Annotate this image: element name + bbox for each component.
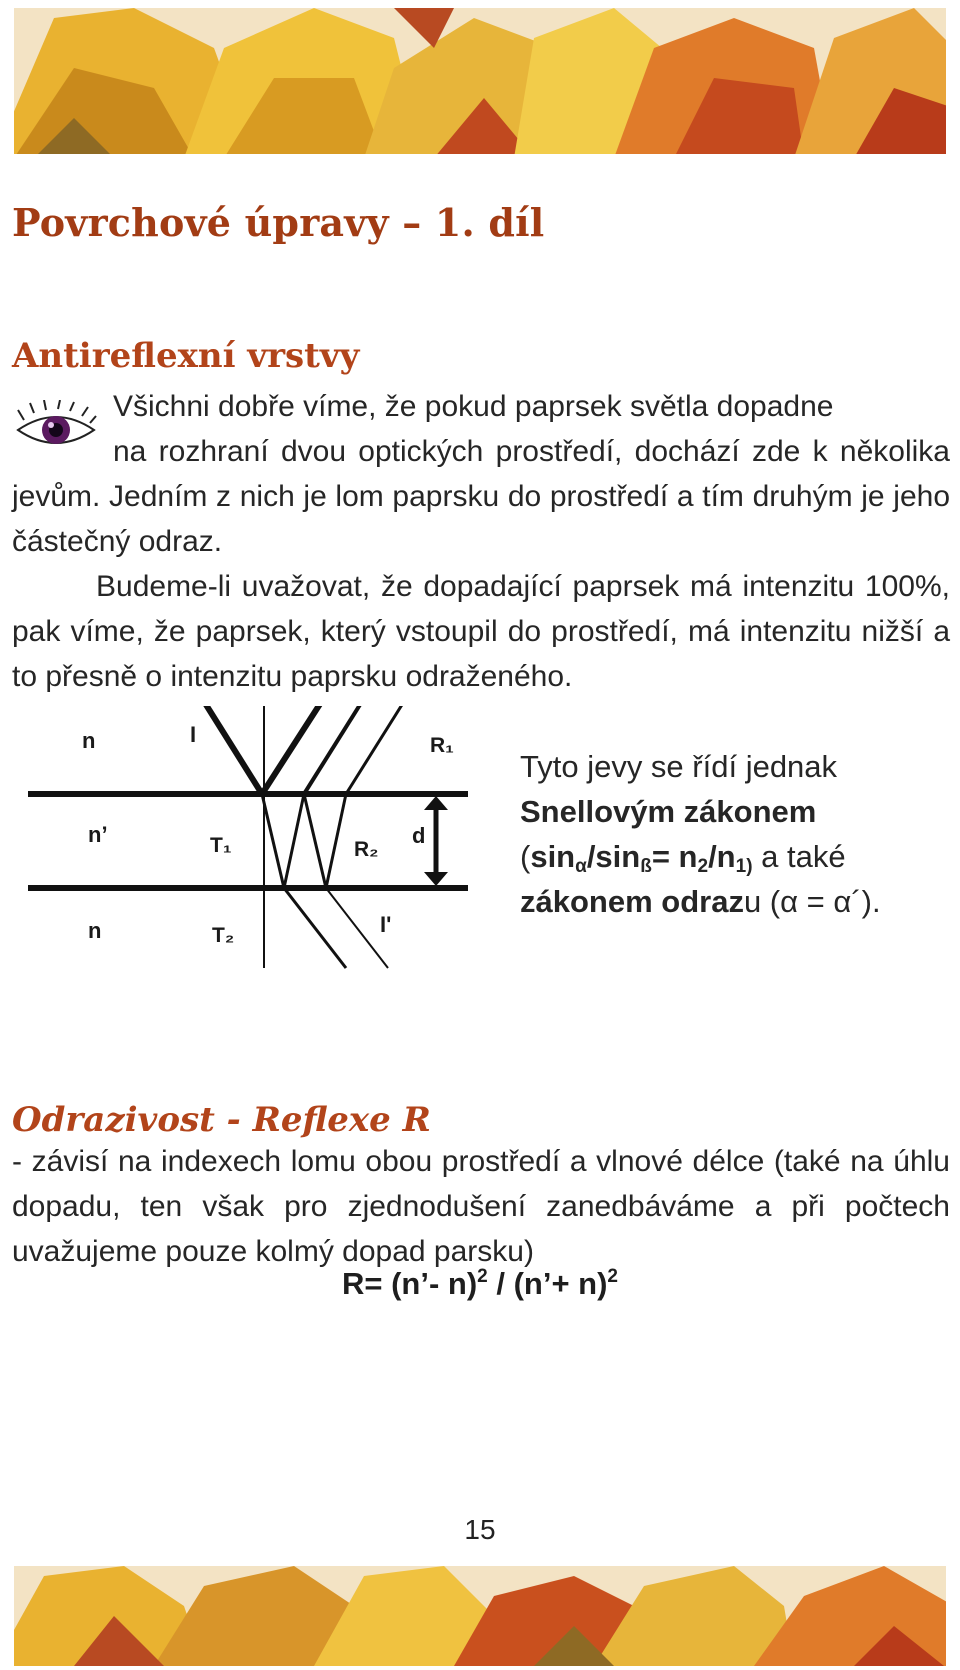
label-i-prime: I' <box>380 912 392 937</box>
label-d: d <box>412 823 426 848</box>
autumn-leaves-banner-top <box>14 8 946 154</box>
page-number: 15 <box>464 1514 496 1545</box>
autumn-leaves-banner-bottom <box>14 1566 946 1666</box>
label-t2: T₂ <box>212 924 235 947</box>
section-heading-reflexe: Odrazivost - Reflexe R <box>12 1100 431 1140</box>
label-t1: T₁ <box>210 834 232 857</box>
page-title: Povrchové úpravy – 1. díl <box>12 200 545 245</box>
section-heading-antireflex: Antireflexní vrstvy <box>12 336 360 376</box>
label-n-bottom: n <box>88 918 102 943</box>
label-n-top: n <box>82 728 96 753</box>
reflection-refraction-diagram <box>28 706 498 1016</box>
paragraph-intro: Všichni dobře víme, že pokud paprsek světla dopadne na rozhraní dvou optických prostředí, dochází zde k několika jevům. Jedním z nich je lom paprsku do prostředí a tím druhým je jeho částečný odraz. <box>12 390 950 558</box>
reflectance-formula: R= (n’- n)$^2$ / (n’+ n)$^2$ <box>341 1266 618 1301</box>
paragraph-intensity: Budeme-li uvažovat, že dopadající paprsek má intenzitu 100%, pak víme, že paprsek, který vstoupil do prostředí, má intenzitu nižší a to přesně o intenzitu paprsku odraženého. <box>12 570 950 693</box>
label-r2: R₂ <box>354 838 379 861</box>
snell-law-text: Tyto jevy se řídí jednak Snellovým zákonem ($\sin_\alpha/\sin_ß= n_2/n_{1)}$ a také zákonem odrazu (α = α´). <box>520 749 881 919</box>
label-n-middle: n’ <box>88 822 108 847</box>
label-incident-i: I <box>190 722 197 747</box>
paragraph-reflectance: - závisí na indexech lomu obou prostředí a vlnové délce (také na úhlu dopadu, ten však pro zjednodušení zanedbáváme a při počtech uvažujeme pouze kolmý dopad parsku) <box>12 1145 950 1268</box>
label-r1: R₁ <box>430 734 454 757</box>
